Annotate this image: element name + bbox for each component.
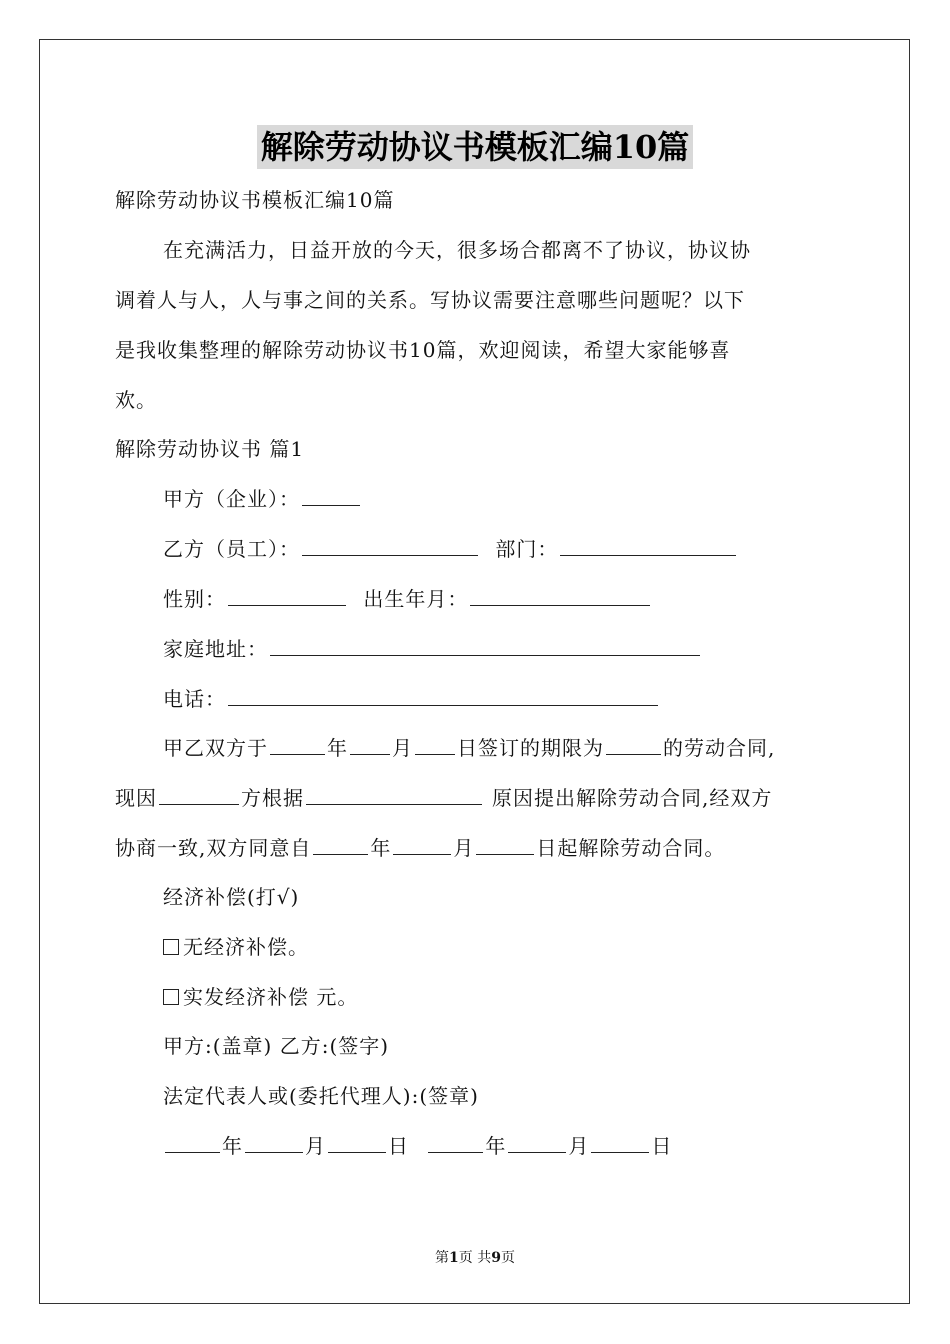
- body-text: 协商一致,双方同意自: [115, 836, 312, 860]
- intro-line-4: 欢。: [115, 388, 157, 412]
- intro-line-1: 在充满活力，日益开放的今天，很多场合都离不了协议，协议协: [163, 238, 751, 262]
- body-text: 日起解除劳动合同。: [536, 836, 726, 860]
- page-total: 9: [491, 1250, 501, 1266]
- document-title: 解除劳动协议书模板汇编10篇: [257, 125, 694, 169]
- body-text: 甲乙双方于: [163, 736, 268, 760]
- date-text: 年: [222, 1134, 243, 1158]
- day-blank: [328, 1132, 386, 1153]
- date-text: 月: [305, 1134, 326, 1158]
- party-b-label: 乙方（员工）：: [163, 537, 300, 561]
- option-label: 无经济补偿。: [183, 935, 309, 959]
- signature-parties: 甲方:(盖章) 乙方:(签字): [163, 1034, 390, 1058]
- reason-blank: [306, 784, 482, 805]
- year-blank: [165, 1132, 220, 1153]
- year-blank: [313, 834, 368, 855]
- year-blank: [428, 1132, 483, 1153]
- signature-date-row: [163, 1131, 883, 1161]
- body-text: 日签订的期限为: [457, 736, 604, 760]
- address-row: [163, 634, 883, 664]
- body-text: 原因提出解除劳动合同,经双方: [492, 786, 773, 810]
- party-a-blank: [302, 485, 360, 506]
- title-area: [0, 125, 950, 169]
- gender-row: [163, 584, 883, 614]
- body-line-2: [115, 783, 835, 813]
- checkbox-icon[interactable]: [163, 939, 179, 955]
- body-line-3: [115, 833, 835, 863]
- date-text: 年: [485, 1134, 507, 1158]
- body-text: 年: [370, 836, 392, 860]
- body-line-1: [163, 733, 883, 763]
- body-text: 的劳动合同,: [663, 736, 776, 760]
- year-blank: [270, 734, 325, 755]
- body-text: 现因: [115, 786, 157, 810]
- compensation-option-1: [163, 932, 883, 962]
- footer-text: 页 共: [458, 1250, 492, 1266]
- body-text: 方根据: [241, 786, 304, 810]
- section-heading: 解除劳动协议书 篇1: [115, 437, 305, 461]
- day-blank: [591, 1132, 649, 1153]
- page-border: [39, 39, 910, 1304]
- term-blank: [606, 734, 661, 755]
- address-blank: [270, 635, 700, 656]
- birth-label: 出生年月：: [363, 587, 469, 611]
- footer-text: 第: [435, 1250, 450, 1266]
- month-blank: [393, 834, 451, 855]
- phone-blank: [228, 685, 658, 706]
- phone-row: [163, 684, 883, 714]
- page-footer: [0, 1247, 950, 1267]
- address-label: 家庭地址：: [163, 637, 268, 661]
- date-text: 月: [568, 1134, 590, 1158]
- body-text: 月: [392, 736, 413, 760]
- date-text: 日: [651, 1134, 673, 1158]
- intro-line-2: 调着人与人，人与事之间的关系。写协议需要注意哪些问题呢？以下: [115, 288, 745, 312]
- department-blank: [560, 535, 736, 556]
- gender-blank: [228, 585, 346, 606]
- month-blank: [245, 1132, 303, 1153]
- birth-blank: [470, 585, 650, 606]
- checkbox-icon[interactable]: [163, 989, 179, 1005]
- phone-label: 电话：: [163, 687, 226, 711]
- party-b-blank: [302, 535, 478, 556]
- day-blank: [415, 734, 455, 755]
- month-blank: [508, 1132, 566, 1153]
- date-text: 日: [388, 1134, 409, 1158]
- intro-line-3: 是我收集整理的解除劳动协议书10篇，欢迎阅读，希望大家能够喜: [115, 338, 731, 362]
- party-a-label: 甲方（企业）：: [163, 487, 300, 511]
- party-a-row: [163, 484, 883, 514]
- compensation-heading: 经济补偿(打√): [163, 885, 300, 909]
- document-subtitle: 解除劳动协议书模板汇编10篇: [115, 188, 395, 212]
- compensation-option-2: [163, 982, 883, 1012]
- body-text: 年: [327, 736, 348, 760]
- day-blank: [476, 834, 534, 855]
- body-text: 月: [453, 836, 475, 860]
- party-b-row: [163, 534, 883, 564]
- footer-text: 页: [500, 1250, 515, 1266]
- department-label: 部门：: [495, 537, 559, 561]
- page-number: 1: [449, 1250, 459, 1266]
- party-blank: [159, 784, 239, 805]
- option-label: 实发经济补偿 元。: [183, 985, 359, 1009]
- signature-representative: 法定代表人或(委托代理人):(签章): [163, 1084, 479, 1108]
- month-blank: [350, 734, 390, 755]
- gender-label: 性别：: [163, 587, 226, 611]
